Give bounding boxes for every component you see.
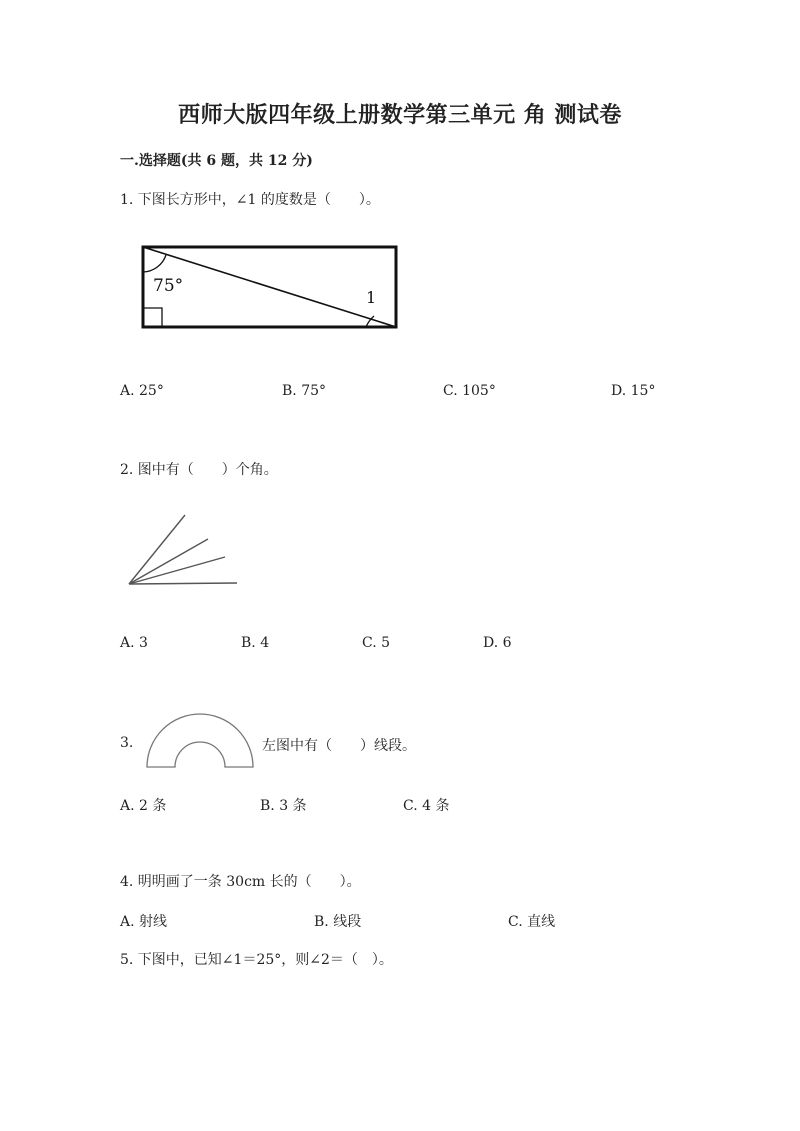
q4-option-a: A. 射线 [120, 914, 168, 930]
arch-figure [145, 710, 255, 770]
section-heading: 一.选择题(共 6 题，共 12 分) [120, 153, 313, 169]
q1-option-a: A. 25° [120, 383, 164, 399]
ray-1 [129, 515, 185, 584]
question-5-text: 5. 下图中，已知∠1＝25°，则∠2＝（ ）。 [120, 952, 393, 968]
question-2-text: 2. 图中有（ ）个角。 [120, 462, 278, 478]
q1-option-d: D. 15° [611, 383, 656, 399]
question-4-text: 4. 明明画了一条 30cm 长的（ ）。 [120, 874, 361, 890]
q3-option-b: B. 3 条 [260, 798, 307, 814]
rectangle-figure [140, 244, 400, 330]
q1-option-b: B. 75° [282, 383, 327, 399]
rays-figure [125, 512, 240, 588]
q4-option-c: C. 直线 [508, 914, 556, 930]
q2-option-b: B. 4 [241, 635, 270, 651]
angle-75-arc [143, 255, 166, 272]
angle-1-label: 1 [366, 288, 377, 307]
q2-option-a: A. 3 [120, 635, 148, 651]
q3-option-c: C. 4 条 [403, 798, 450, 814]
right-angle-mark [143, 308, 162, 327]
q4-option-b: B. 线段 [314, 914, 362, 930]
ray-3 [129, 557, 225, 584]
q2-option-d: D. 6 [483, 635, 512, 651]
ray-4 [129, 583, 237, 584]
page-title: 西师大版四年级上册数学第三单元 角 测试卷 [178, 102, 622, 128]
question-3-number: 3. [120, 735, 134, 751]
arch-shape [147, 714, 253, 767]
question-1-text: 1. 下图长方形中，∠1 的度数是（ ）。 [120, 192, 380, 208]
q1-option-c: C. 105° [443, 383, 496, 399]
angle-75-label: 75° [153, 276, 184, 296]
q2-option-c: C. 5 [362, 635, 391, 651]
ray-2 [129, 539, 208, 584]
q3-option-a: A. 2 条 [120, 798, 167, 814]
question-3-text: 左图中有（ ）线段。 [262, 738, 416, 754]
